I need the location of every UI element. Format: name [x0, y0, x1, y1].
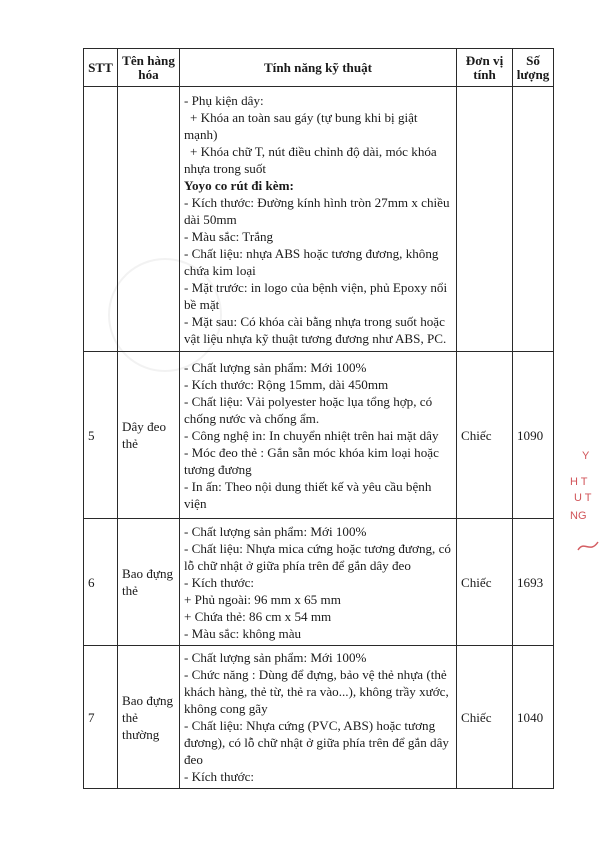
stamp-text: NG [570, 510, 587, 522]
row-spec-text: - Chất lượng sản phẩm: Mới 100% - Chất liệu: Nhựa mica cứng hoặc tương đương, có lỗ chữ nhật ở giữa phía trên để gắn dây đeo - Kích thước: + Phủ ngoài: 96 mm x 65 mm + Chứa thẻ: 86 cm x 54 mm - Màu sắc: không màu [180, 519, 457, 646]
table-row [84, 352, 554, 519]
header-unit: Đơn vị tính [457, 49, 513, 87]
stamp-text: H T [570, 476, 588, 488]
row-unit: Chiếc [457, 519, 513, 646]
row-quantity [513, 87, 554, 352]
row-quantity: 1693 [513, 519, 554, 646]
table-row [84, 646, 554, 789]
row-item-name [118, 87, 180, 352]
row-item-name: Bao đựng thẻ thường [118, 646, 180, 789]
row-spec-text: - Phụ kiện dây: + Khóa an toàn sau gáy (tự bung khi bị giật mạnh) + Khóa chữ T, nút điều chỉnh độ dài, móc khóa nhựa trong suốt Yoyo co rút đi kèm: - Kích thước: Đường kính hình tròn 27mm x chiều dài 50mm - Màu sắc: Trắng - Chất liệu: nhựa ABS hoặc tương đương, không chứa kim loại - Mặt trước: in logo của bệnh viện, phủ Epoxy nổi bề mặt - Mặt sau: Có khóa cài bằng nhựa trong suốt hoặc vật liệu nhựa kỹ thuật tương đương như ABS, PC. [180, 87, 457, 352]
stamp-signature-mark [576, 536, 600, 556]
row-item-name: Dây đeo thẻ [118, 352, 180, 519]
row-item-name: Bao đựng thẻ [118, 519, 180, 646]
row-unit [457, 87, 513, 352]
row-stt [84, 87, 118, 352]
header-quantity: Số lượng [513, 49, 554, 87]
specification-table [83, 48, 554, 789]
row-stt: 5 [84, 352, 118, 519]
table-row [84, 87, 554, 352]
table-row [84, 519, 554, 646]
row-quantity: 1040 [513, 646, 554, 789]
stamp-text: Y [582, 450, 590, 462]
row-quantity: 1090 [513, 352, 554, 519]
header-item-name: Tên hàng hóa [118, 49, 180, 87]
row-spec-text: - Chất lượng sản phẩm: Mới 100% - Kích thước: Rộng 15mm, dài 450mm - Chất liệu: Vải polyester hoặc lụa tổng hợp, có chống nước và chống ẩm. - Công nghệ in: In chuyển nhiệt trên hai mặt dây - Móc đeo thẻ : Gắn sẵn móc khóa kim loại hoặc tương đương - In ấn: Theo nội dung thiết kế và yêu cầu bệnh viện [180, 352, 457, 519]
row-unit: Chiếc [457, 646, 513, 789]
row-stt: 7 [84, 646, 118, 789]
table-header-row [84, 49, 554, 87]
row-unit: Chiếc [457, 352, 513, 519]
stamp-text: U T [574, 492, 592, 504]
row-spec-text: - Chất lượng sản phẩm: Mới 100% - Chức năng : Dùng để đựng, bảo vệ thẻ nhựa (thẻ khách hàng, thẻ từ, thẻ ra vào...), không trầy xước, không cong gãy - Chất liệu: Nhựa cứng (PVC, ABS) hoặc tương đương), có lỗ chữ nhật ở giữa phía trên để gắn dây đeo - Kích thước: [180, 646, 457, 789]
header-stt: STT [84, 49, 118, 87]
red-stamp-fragment [562, 440, 600, 560]
header-technical-spec: Tính năng kỹ thuật [180, 49, 457, 87]
row-stt: 6 [84, 519, 118, 646]
